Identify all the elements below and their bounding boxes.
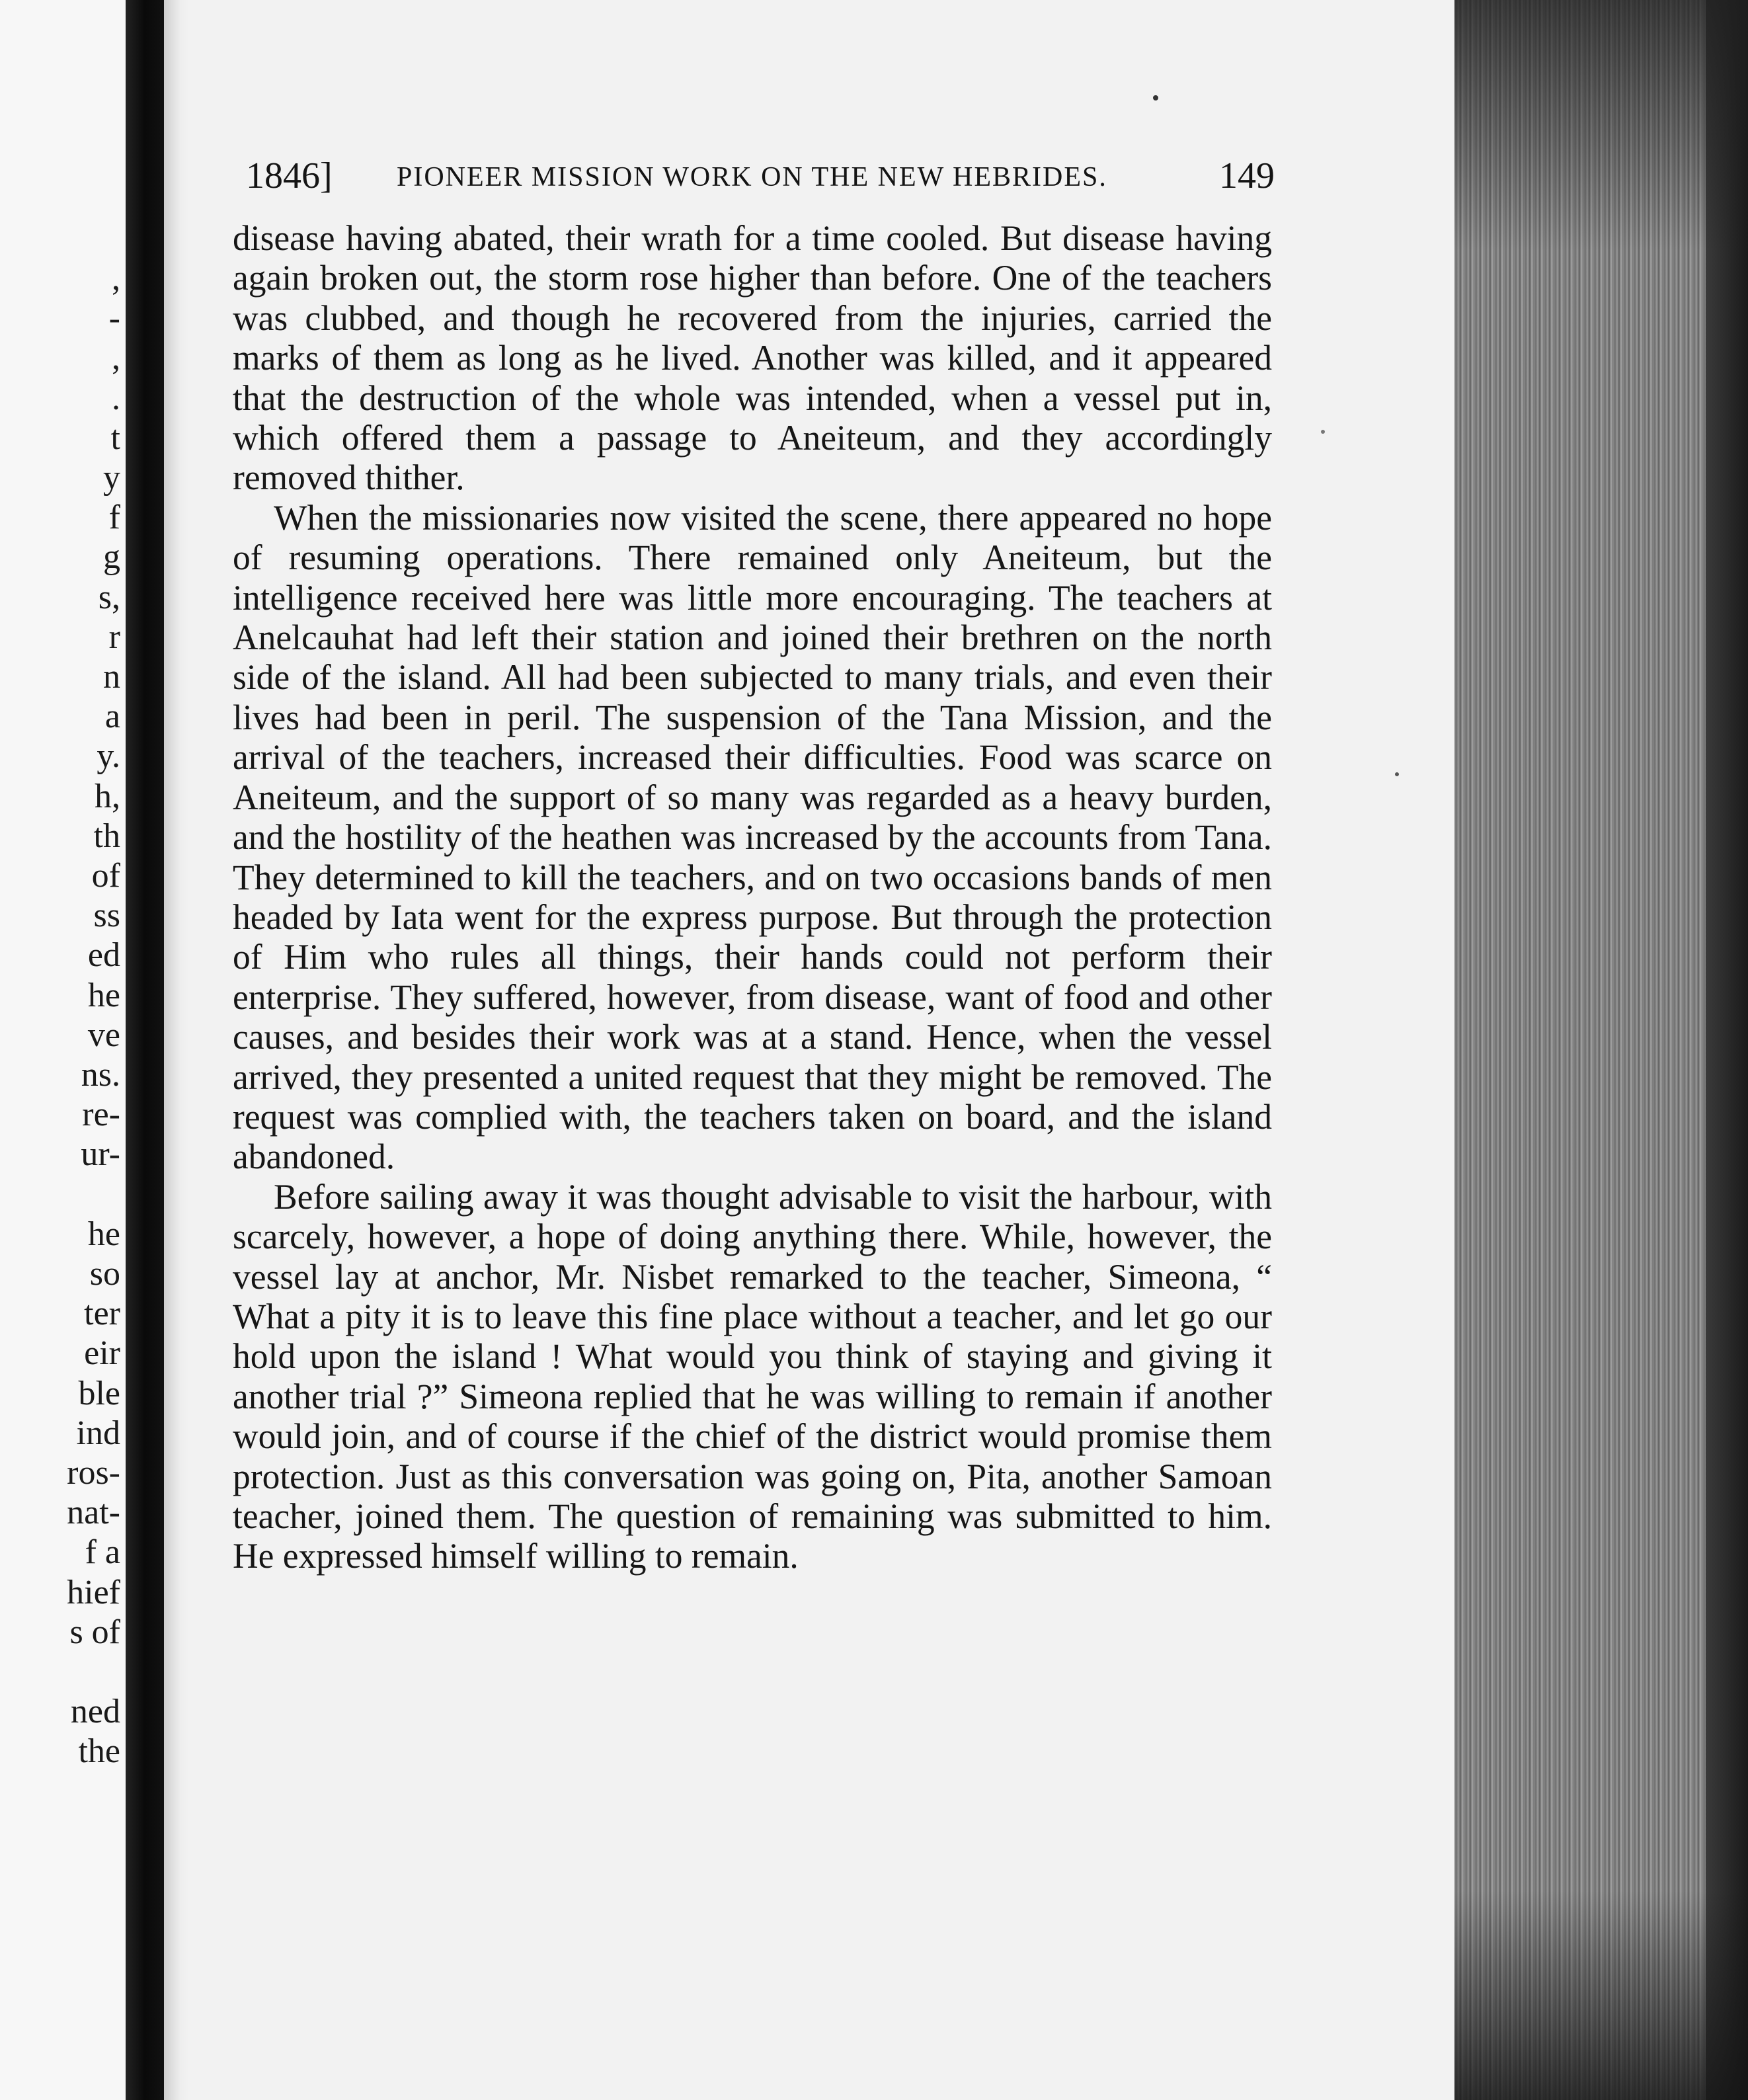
facing-page-text-fragment: f a (85, 1533, 120, 1572)
facing-page-text-fragment: , (112, 260, 120, 298)
running-head (246, 155, 1275, 201)
facing-page-text-fragment: s of (69, 1613, 120, 1651)
body-text (233, 218, 1272, 1576)
facing-page-text-fragment: nat- (67, 1494, 120, 1532)
facing-page-text-fragment: ns. (81, 1056, 120, 1094)
page-edges-dark (1706, 0, 1748, 2100)
facing-page-text-fragment: y. (97, 737, 120, 776)
gutter-shadow (164, 0, 190, 2100)
facing-page-text-fragment: ur- (81, 1135, 120, 1174)
book-gutter (126, 0, 164, 2100)
page-number: 149 (1219, 155, 1275, 196)
facing-page-text-fragment: - (108, 300, 120, 338)
facing-page-text-fragment: re- (82, 1096, 120, 1134)
facing-page-text-fragment: ind (76, 1414, 120, 1452)
facing-page-text-fragment: of (91, 857, 120, 895)
facing-page-text-fragment: , (112, 339, 120, 378)
facing-page-text-fragment: g (103, 538, 120, 577)
speck-mark (1153, 95, 1158, 101)
header-year: 1846] (246, 155, 333, 196)
facing-page-text-fragment: a (104, 698, 120, 736)
paragraph-3: Before sailing away it was thought advisable to visit the harbour, with scarcely, however, a hope of doing anything there. While, however, the vessel lay at anchor, Mr. Nisbet remarked to the teacher, Simeona, “ What a pity it is to leave this fine place without a teacher, and let go our hold upon the island ! What would you think of staying and giving it another trial ?” Simeona replied that he was willing to remain if another would join, and of course if the chief of the district would promise them protection. Just as this conversation was going on, Pita, another Samoan teacher, joined them. The question of remaining was submitted to him. He expressed himself willing to remain. (233, 1176, 1272, 1576)
facing-page-text-fragment: h, (95, 777, 120, 815)
facing-page-text-fragment: f (108, 499, 120, 537)
speck-mark (1395, 772, 1399, 776)
facing-page-text-fragment: ros- (67, 1454, 120, 1492)
facing-page-text-fragment: so (89, 1255, 120, 1293)
facing-page-fragment (0, 0, 126, 2100)
facing-page-text-fragment: ter (84, 1295, 120, 1333)
page-edges-bottom-shade (1454, 1891, 1748, 2100)
facing-page-text-fragment: ned (70, 1693, 120, 1731)
paragraph-2: When the missionaries now visited the scene, there appeared no hope of resuming operations. There remained only Aneiteum, but the intelligence received here was little more encouraging. The teachers at Anelcauhat had left their station and joined their brethren on the north side of the island. All had been subjected to many trials, and even their lives had been in peril. The suspension of the Tana Mission, and the arrival of the teachers, increased their difficulties. Food was scarce on Aneiteum, and the support of so many was regarded as a heavy burden, and the hostility of the heathen was increased by the accounts from Tana. They determined to kill the teachers, and on two occasions bands of men headed by Iata went for the express purpose. But through the protection of Him who rules all things, their hands could not perform their enterprise. They suffered, however, from disease, want of food and other causes, and besides their work was at a stand. Hence, when the vessel arrived, they presented a united request that they might be removed. The request was complied with, the teachers taken on board, and the island abandoned. (233, 497, 1272, 1177)
facing-page-text-fragment: . (112, 379, 120, 417)
facing-page-text-fragment: ed (87, 936, 120, 975)
facing-page-text-fragment: n (103, 658, 120, 696)
facing-page-text-fragment: r (108, 618, 120, 656)
facing-page-text-fragment: he (87, 1215, 120, 1253)
facing-page-text-fragment: ve (87, 1016, 120, 1054)
facing-page-text-fragment: th (93, 817, 120, 855)
page-edges (1454, 0, 1748, 2100)
header-title: PIONEER MISSION WORK ON THE NEW HEBRIDES. (397, 162, 1107, 192)
paragraph-1: disease having abated, their wrath for a time cooled. But disease having again broken out, the storm rose higher than before. One of the teachers was clubbed, and though he recovered from the injuries, carried the marks of them as long as he lived. Another was killed, and it appeared that the destruction of the whole was intended, when a vessel put in, which offered them a passage to Aneiteum, and they accordingly removed thither. (233, 218, 1272, 498)
facing-page-text-fragment: y (103, 459, 120, 497)
facing-page-text-fragment: s, (98, 578, 120, 616)
facing-page-text-fragment: he (87, 976, 120, 1014)
speck-mark (1321, 430, 1325, 434)
facing-page-text-fragment: hief (67, 1573, 120, 1611)
facing-page-text-fragment: ble (78, 1374, 120, 1412)
facing-page-text-fragment: the (78, 1732, 120, 1771)
facing-page-text-fragment: ss (93, 897, 120, 935)
facing-page-text-fragment: eir (84, 1334, 120, 1373)
facing-page-text-fragment: t (110, 419, 120, 457)
page-edges-top-shade (1454, 0, 1748, 251)
